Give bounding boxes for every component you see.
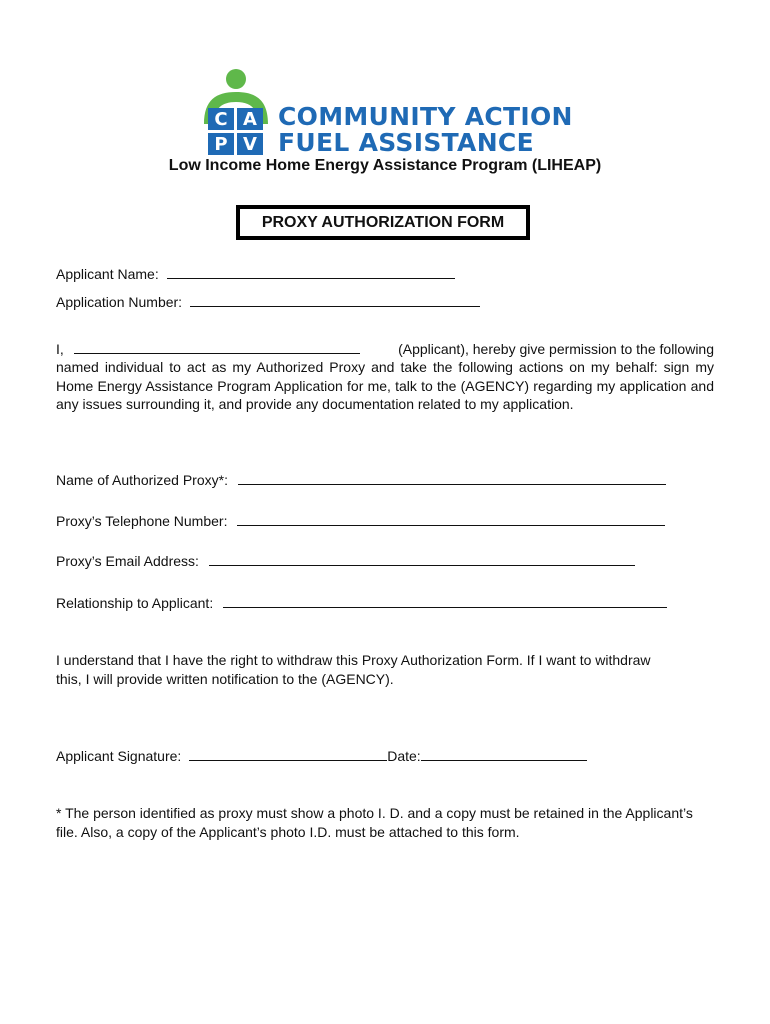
logo-letter-c: C	[214, 109, 228, 130]
relationship-row	[56, 594, 667, 612]
proxy-telephone-row	[56, 512, 665, 530]
withdraw-paragraph: I understand that I have the right to withdraw this Proxy Authorization Form. If I want to withdraw this, I will provide written notification to the (AGENCY).	[56, 652, 651, 687]
proxy-telephone-label: Proxy’s Telephone Number:	[56, 513, 228, 529]
permission-line1-rest: (Applicant), hereby give permission to the following	[398, 341, 714, 357]
relationship-label: Relationship to Applicant:	[56, 595, 214, 611]
application-number-label: Application Number:	[56, 294, 183, 310]
permission-start: I,	[56, 341, 64, 357]
signature-field[interactable]	[189, 748, 387, 761]
proxy-telephone-field[interactable]	[237, 513, 665, 526]
form-title: PROXY AUTHORIZATION FORM	[240, 209, 526, 236]
proxy-name-field[interactable]	[238, 472, 666, 485]
proxy-email-label: Proxy’s Email Address:	[56, 553, 199, 569]
date-field[interactable]	[421, 748, 587, 761]
date-label: Date:	[387, 748, 421, 764]
applicant-name-row	[56, 265, 455, 283]
form-title-box	[236, 205, 530, 240]
program-subtitle: Low Income Home Energy Assistance Program (LIHEAP)	[168, 157, 602, 174]
proxy-email-field[interactable]	[209, 553, 635, 566]
application-number-row	[56, 293, 480, 311]
capv-logo-icon	[200, 66, 270, 160]
permission-first-line	[56, 340, 714, 358]
logo-letter-p: P	[214, 134, 228, 155]
permission-paragraph: named individual to act as my Authorized Proxy and take the following actions on my behalf: sign my Home Energy Assistance Program Application for me, talk to the (AGENCY) regarding my application and any issues surrounding it, and provide any documentation related to my application.	[56, 359, 714, 413]
signature-label: Applicant Signature:	[56, 748, 182, 764]
proxy-name-label: Name of Authorized Proxy*:	[56, 472, 228, 488]
applicant-name-field[interactable]	[167, 266, 455, 279]
application-number-field[interactable]	[190, 294, 480, 307]
logo-letter-v: V	[243, 134, 257, 155]
logo-text-community-action: COMMUNITY ACTION	[278, 102, 573, 131]
signature-row	[56, 747, 587, 765]
applicant-name-label: Applicant Name:	[56, 266, 159, 282]
logo-text-fuel-assistance: FUEL ASSISTANCE	[278, 128, 534, 157]
logo	[200, 66, 580, 160]
proxy-email-row	[56, 552, 635, 570]
logo-letter-a: A	[243, 109, 257, 130]
applicant-name-inline-field[interactable]	[74, 341, 360, 354]
proxy-name-row	[56, 471, 666, 489]
proxy-id-footnote: * The person identified as proxy must show a photo I. D. and a copy must be retained in the Applicant’s file. Also, a copy of the Applicant’s photo I.D. must be attached to this form.	[56, 805, 693, 840]
relationship-field[interactable]	[223, 595, 667, 608]
